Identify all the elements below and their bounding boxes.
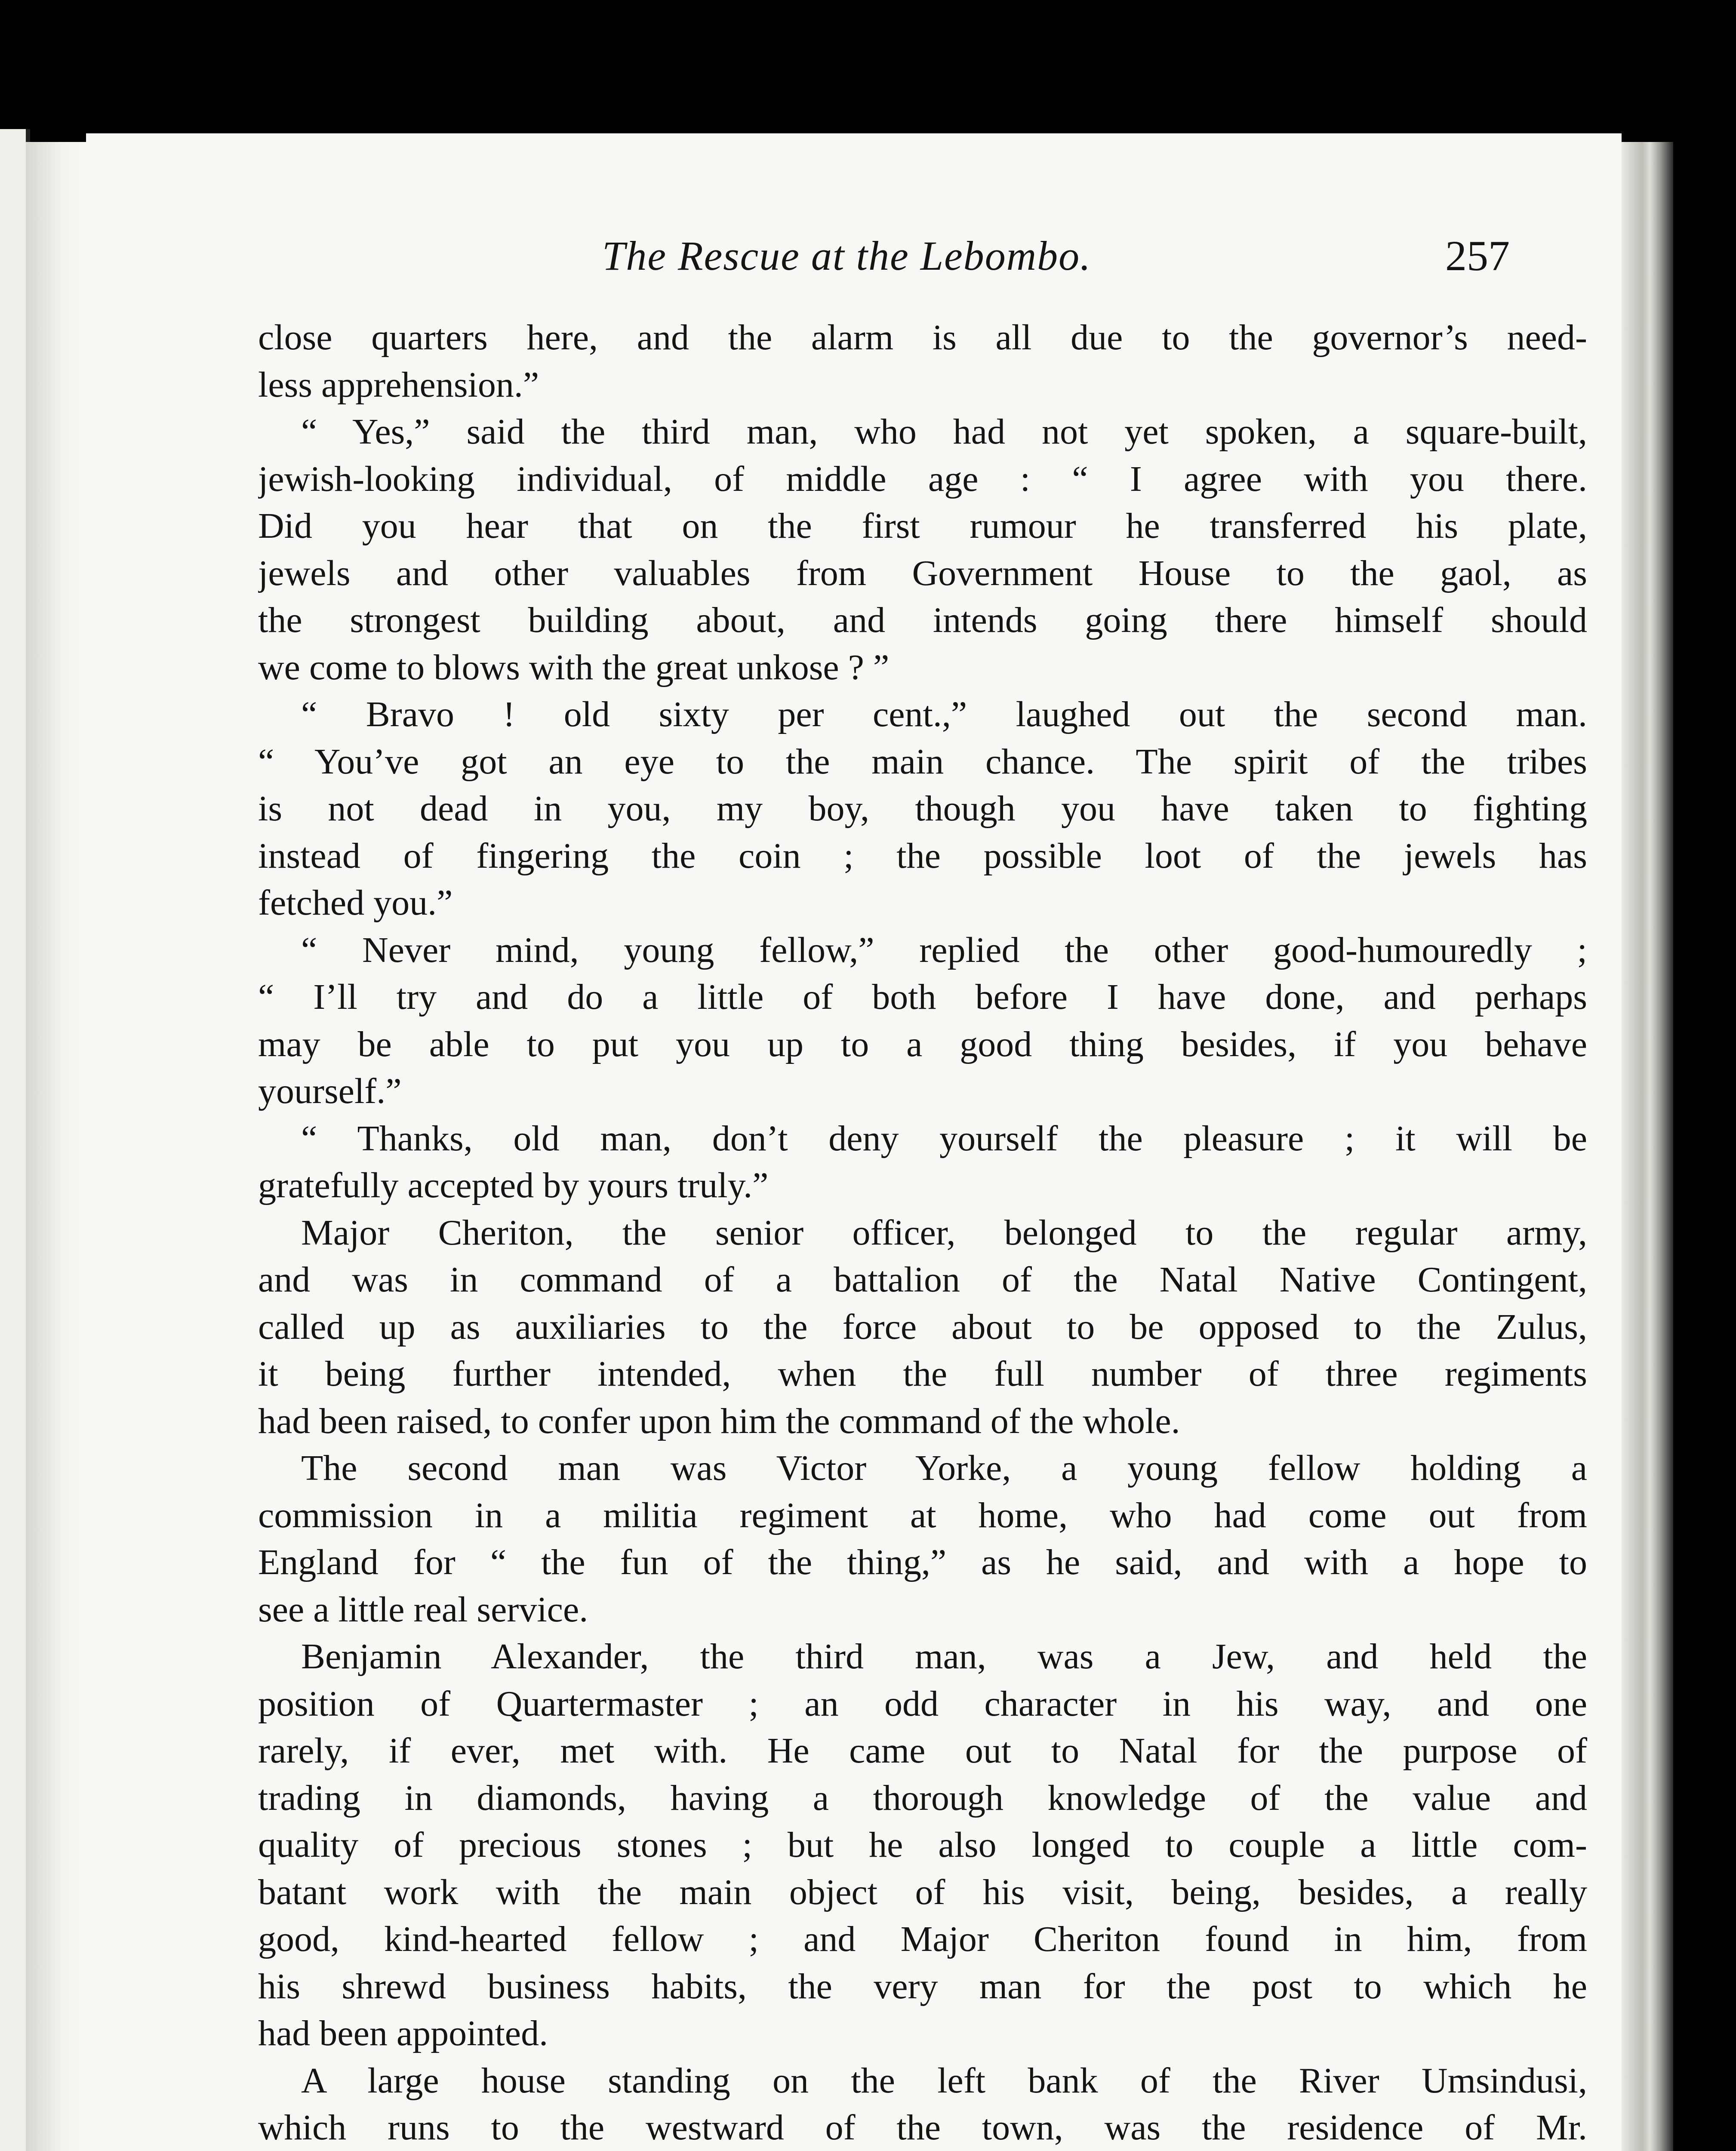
text-line: England for “ the fun of the thing,” as he said, and with a hope to [258,1542,1587,1582]
text-line: Benjamin Alexander, the third man, was a Jew, and held the [301,1636,1587,1676]
text-line: less apprehension.” [258,364,539,405]
text-line: jewish-looking individual, of middle age : “ I agree with you there. [258,459,1587,499]
text-line: which runs to the westward of the town, was the residence of Mr. [258,2108,1587,2148]
text-line: gratefully accepted by yours truly.” [258,1165,769,1205]
text-line: it being further intended, when the full number of three regiments [258,1354,1587,1394]
gutter-shadow [26,142,86,2151]
text-line: The second man was Victor Yorke, a young fellow holding a [301,1448,1587,1488]
text-line: position of Quartermaster ; an odd character in his way, and one [258,1683,1587,1724]
text-line: “ Bravo ! old sixty per cent.,” laughed out the second man. [301,694,1587,734]
text-line: is not dead in you, my boy, though you have taken to fighting [258,789,1587,829]
text-line: commission in a militia regiment at home, who had come out from [258,1495,1587,1535]
book-page [86,133,1622,2151]
text-line: jewels and other valuables from Government House to the gaol, as [258,553,1587,593]
text-line: we come to blows with the great unkose ? ” [258,647,890,687]
text-line: “ Never mind, young fellow,” replied the other good-humouredly ; [301,930,1587,970]
text-line: quality of precious stones ; but he also longed to couple a little com- [258,1825,1587,1865]
running-title: The Rescue at the Lebombo. [602,233,1092,279]
body-text [258,314,1587,2151]
text-line: see a little real service. [258,1589,588,1630]
text-line: “ I’ll try and do a little of both before I have done, and perhaps [258,977,1587,1017]
text-line: may be able to put you up to a good thing besides, if you behave [258,1024,1587,1064]
text-line: yourself.” [258,1071,402,1111]
text-line: called up as auxiliaries to the force about to be opposed to the Zulus, [258,1307,1587,1347]
page-stack-edge [1622,142,1673,2151]
text-line: Did you hear that on the first rumour he transferred his plate, [258,506,1587,546]
running-head [86,226,1622,290]
text-line: “ Thanks, old man, don’t deny yourself the pleasure ; it will be [301,1118,1587,1159]
text-line: batant work with the main object of his visit, being, besides, a really [258,1872,1587,1912]
text-line: close quarters here, and the alarm is all due to the governor’s need- [258,317,1587,357]
text-line: instead of fingering the coin ; the possible loot of the jewels has [258,835,1587,876]
text-line: “ Yes,” said the third man, who had not yet spoken, a square-built, [301,412,1587,452]
text-line: had been raised, to confer upon him the command of the whole. [258,1401,1180,1441]
text-line: his shrewd business habits, the very man for the post to which he [258,1966,1587,2006]
text-line: fetched you.” [258,883,453,923]
page-number: 257 [1445,232,1510,280]
text-line: rarely, if ever, met with. He came out to Natal for the purpose of [258,1731,1587,1771]
text-line: trading in diamonds, having a thorough knowledge of the value and [258,1778,1587,1818]
text-line: good, kind-hearted fellow ; and Major Cheriton found in him, from [258,1919,1587,1959]
text-line: A large house standing on the left bank of the River Umsindusi, [301,2060,1587,2101]
text-line: Major Cheriton, the senior officer, belonged to the regular army, [301,1212,1587,1253]
text-line: the strongest building about, and intends going there himself should [258,600,1587,640]
text-line: and was in command of a battalion of the Natal Native Contingent, [258,1260,1587,1300]
text-line: “ You’ve got an eye to the main chance. The spirit of the tribes [258,741,1587,782]
text-line: had been appointed. [258,2013,548,2053]
